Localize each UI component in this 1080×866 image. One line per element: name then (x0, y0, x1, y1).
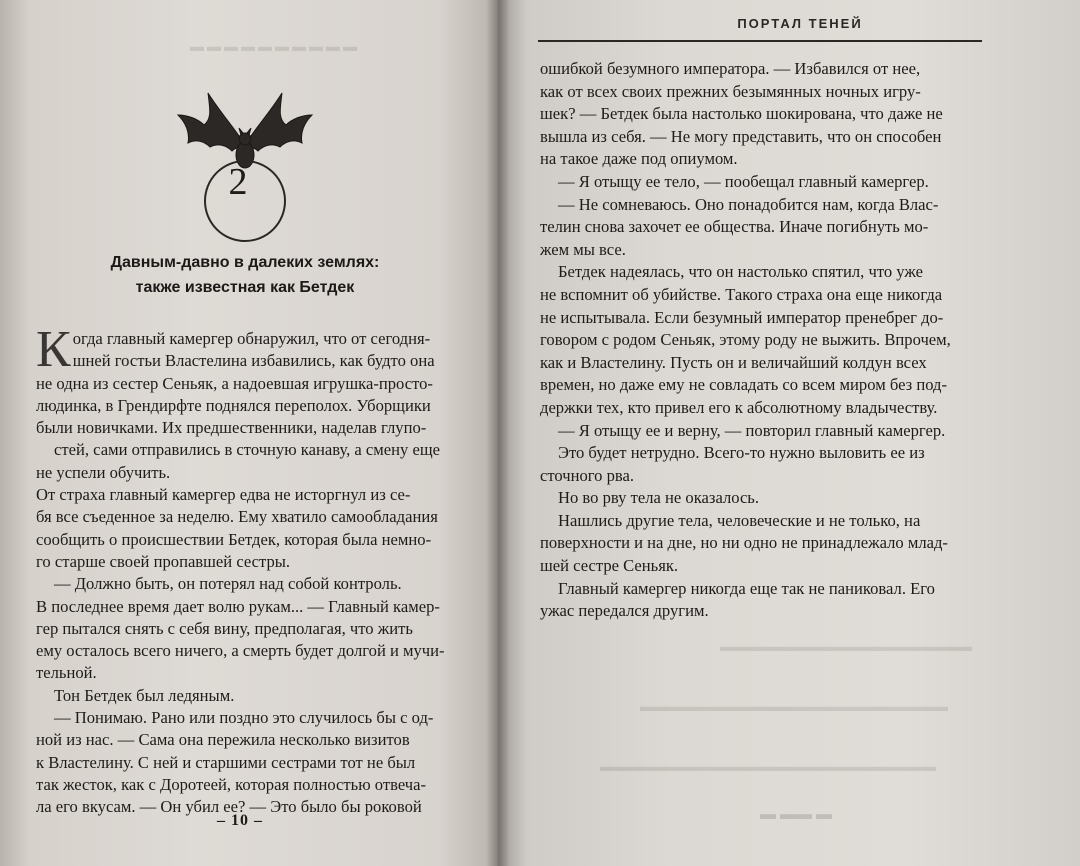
show-through-smudge: ▬▬▬▬▬▬▬▬▬▬▬▬▬▬▬▬▬▬▬▬▬▬▬▬ (600, 760, 936, 775)
epigraph-line: также известная как Бетдек (135, 279, 355, 296)
show-through-smudge: ▬ ▬▬ ▬ (760, 806, 832, 823)
chapter-epigraph (80, 250, 410, 300)
body-line: не успели обучить. (36, 462, 171, 482)
body-line: телин снова захочет ее общества. Иначе погибнуть мо- (540, 217, 929, 237)
body-line: — Не сомневаюсь. Оно понадобится нам, когда Влас- (558, 194, 939, 214)
body-line: держки тех, кто привел его к абсолютному владычеству. (540, 397, 938, 417)
body-line: поверхности и на дне, но ни одно не принадлежало млад- (540, 533, 948, 553)
body-line: бя все съеденное за неделю. Ему хватило самообладания (36, 507, 438, 527)
body-line: времен, но даже ему не совладать со всем миром без под- (540, 375, 948, 395)
body-line: Бетдек надеялась, что он настолько спятил, что уже (558, 262, 923, 282)
body-line: Нашлись другие тела, человеческие и не только, на (558, 510, 921, 530)
body-line: не вспомнит об убийстве. Такого страха она еще никогда (540, 284, 943, 304)
show-through-smudge: ▬▬▬▬▬▬▬▬▬▬ (190, 40, 360, 55)
body-line: шей сестре Сеньяк. (540, 556, 679, 576)
header-rule (538, 40, 982, 42)
body-line: ошибкой безумного императора. — Избавился от нее, (540, 59, 921, 78)
body-line: стей, сами отправились в сточную канаву, а смену еще (54, 440, 440, 460)
body-line: как и Властелину. Пусть он и величайший колдун всех (540, 352, 927, 372)
body-line: были новичками. Их предшественники, наделав глупо- (36, 418, 427, 438)
body-line: ужас передался другим. (540, 601, 709, 621)
show-through-smudge: ▬▬▬▬▬▬▬▬▬▬▬▬▬▬▬▬▬▬ (720, 640, 972, 655)
right-body-text (540, 58, 986, 623)
page-number: – 10 – (217, 812, 263, 829)
body-line: ему осталось всего ничего, а смерть будет долгой и мучи- (36, 641, 445, 661)
body-line: к Властелину. С ней и старшими сестрами тот не был (36, 752, 416, 772)
body-line: — Понимаю. Рано или поздно это случилось бы с од- (54, 708, 434, 728)
body-line: Тон Бетдек был ледяным. (54, 685, 235, 705)
show-through-smudge: ▬▬▬▬▬▬▬▬▬▬▬▬▬▬▬▬▬▬▬▬▬▬ (640, 700, 948, 715)
book-gutter (486, 0, 510, 866)
body-line: гер пытался снять с себя вину, предполагая, что жить (36, 618, 413, 638)
body-line: шек? — Бетдек была настолько шокирована, что даже не (540, 104, 943, 124)
body-line: сточного рва. (540, 465, 635, 485)
body-line: Это будет нетрудно. Всего-то нужно выловить ее из (558, 443, 925, 463)
body-line: Главный камергер никогда еще так не паниковал. Его (558, 578, 935, 598)
body-line: ла его вкусам. — Он убил ее? — Это было бы роковой (36, 797, 422, 817)
body-line: не одна из сестер Сеньяк, а надоевшая игрушка-просто- (36, 373, 433, 393)
drop-cap: К (36, 321, 71, 378)
body-line: говором с родом Сеньяк, этому роду не выжить. Впрочем, (540, 330, 951, 350)
body-line: не испытывала. Если безумный император пренебрег до- (540, 307, 944, 327)
body-line: От страха главный камергер едва не исторгнул из се- (36, 485, 411, 505)
body-line: В последнее время дает волю рукам... — Главный камер- (36, 596, 440, 616)
body-line: шней гостьи Властелина избавились, как будто она (72, 351, 435, 371)
body-line: сообщить о происшествии Бетдек, которая была немно- (36, 529, 432, 549)
body-line: Но во рву тела не оказалось. (558, 488, 760, 508)
body-line: — Должно быть, он потерял над собой контроль. (54, 574, 402, 594)
body-line: на такое даже под опиумом. (540, 149, 738, 169)
body-line: тельной. (36, 663, 97, 683)
body-line: ной из нас. — Сама она пережила несколько визитов (36, 730, 410, 750)
body-line: жем мы все. (540, 239, 626, 259)
body-line: как от всех своих прежних безымянных ночных игру- (540, 81, 921, 101)
body-line: — Я отыщу ее тело, — пообещал главный камергер. (558, 171, 929, 191)
body-line: вышла из себя. — Не могу представить, что он способен (540, 126, 942, 146)
body-line: так жесток, как с Доротеей, которая полностью отвеча- (36, 774, 427, 794)
left-body-text (36, 321, 458, 819)
running-header: ПОРТАЛ ТЕНЕЙ (737, 16, 863, 31)
chapter-number: 2 (228, 161, 248, 203)
epigraph-line: Давным-давно в далеких землях: (110, 254, 380, 271)
body-line: — Я отыщу ее и верну, — повторил главный камергер. (558, 420, 946, 440)
body-line: го старше своей пропавшей сестры. (36, 551, 291, 571)
body-line: людинка, в Грендирфте поднялся переполох. Уборщики (36, 395, 431, 415)
body-line: огда главный камергер обнаружил, что от сегодня- (72, 329, 431, 348)
